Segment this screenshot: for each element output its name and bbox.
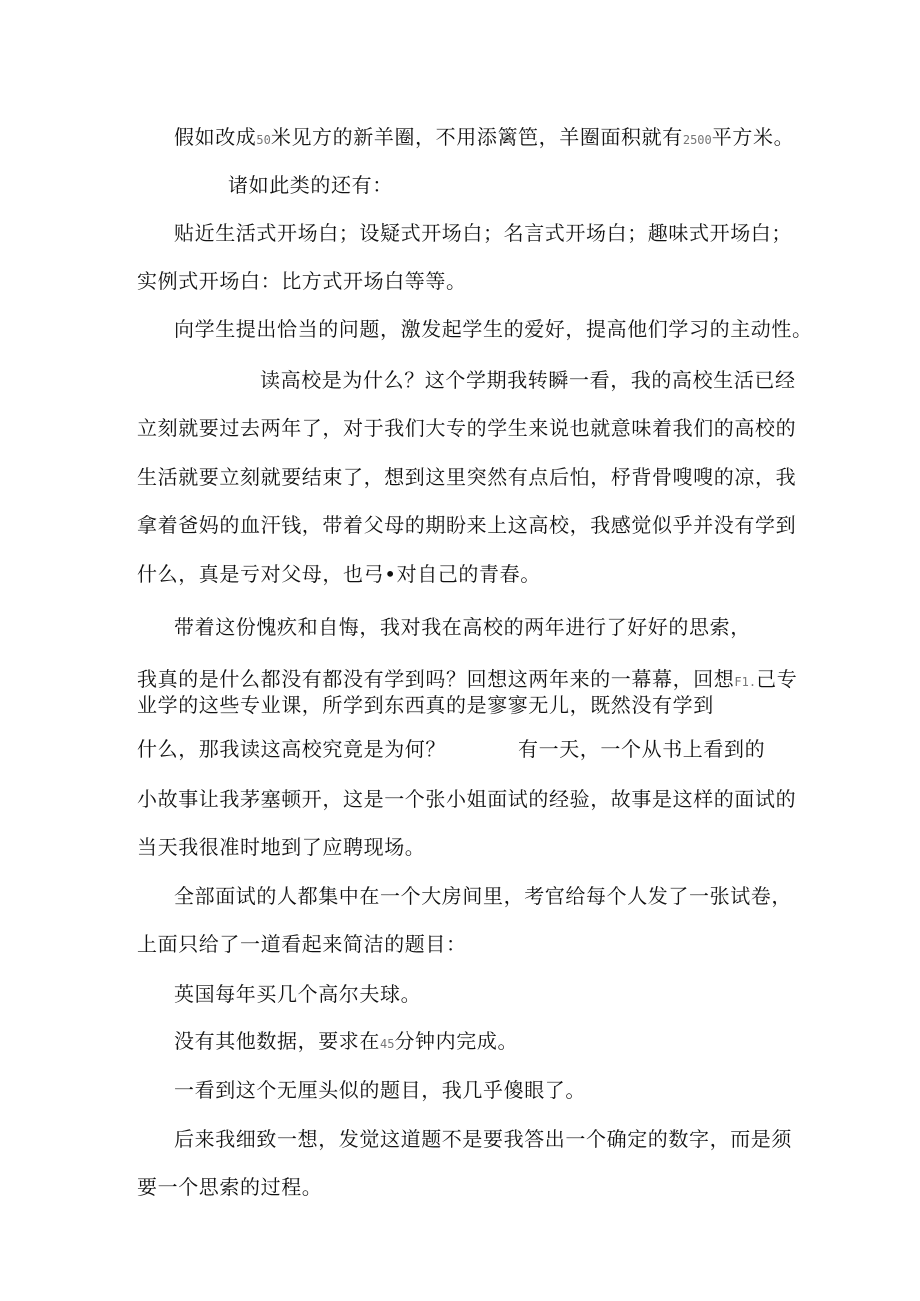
paragraph-line: 上面只给了一道看起来简洁的题目： [137, 932, 467, 956]
text-run: 有一天，一个从书上看到的 [518, 737, 766, 761]
paragraph-line: 向学生提出恰当的问题，激发起学生的爱好，提高他们学习的主动性。 [174, 317, 813, 341]
paragraph-line: 带着这份愧疚和自悔，我对我在高校的两年进行了好好的思索， [174, 615, 751, 639]
paragraph-line: 读高校是为什么？这个学期我转瞬一看，我的高校生活已经 [260, 368, 796, 392]
paragraph-line [137, 735, 765, 763]
text-run: 我真的是什么都没有都没有学到吗？回想这两年来的一幕幕，回想 [137, 667, 735, 691]
paragraph-line: 英国每年买几个高尔夫球。 [174, 982, 422, 1006]
paragraph-line: 实例式开场白：比方式开场白等等。 [137, 269, 467, 293]
paragraph-line [174, 1027, 518, 1058]
paragraph-line: 要一个思索的过程。 [137, 1175, 323, 1199]
paragraph-line: 全部面试的人都集中在一个大房间里，考官给每个人发了一张试卷， [174, 884, 792, 908]
paragraph-line: 贴近生活式开场白；设疑式开场白；名言式开场白；趣味式开场白； [174, 221, 792, 245]
number-run: 50 [256, 133, 271, 147]
paragraph-line: 拿着爸妈的血汗钱，带着父母的期盼来上这高校，我感觉似乎并没有学到 [137, 513, 797, 537]
text-run: 分钟内完成。 [394, 1029, 519, 1053]
number-run: F1. [734, 675, 757, 689]
paragraph-line [174, 123, 794, 154]
paragraph-line: 业学的这些专业课，所学到东西真的是寥寥无儿，既然没有学到 [137, 693, 714, 717]
number-run: 45 [380, 1037, 395, 1051]
paragraph-line: 小故事让我茅塞顿开，这是一个张小姐面试的经验，故事是这样的面试的 [137, 787, 797, 811]
text-run: 米见方的新羊圈，不用添篱笆，羊圈面积就有 [270, 125, 683, 149]
paragraph-line: 一看到这个无厘头似的题目，我几乎傻眼了。 [174, 1078, 586, 1102]
paragraph-line: 当天我很准时地到了应聘现场。 [137, 835, 426, 859]
paragraph-line: 诸如此类的还有： [228, 173, 393, 197]
paragraph-line: 什么，真是亏对父母，也弓•对自己的青春。 [137, 562, 541, 586]
paragraph-line: 生活就要立刻就要结束了，想到这里突然有点后怕，杼背骨嗖嗖的凉，我 [137, 465, 797, 489]
text-run: 什么，那我读这高校究竟是为何？ [137, 737, 446, 761]
text-run: 没有其他数据，要求在 [174, 1029, 380, 1053]
text-run: 己专 [756, 667, 798, 691]
paragraph-line: 后来我细致一想，发觉这道题不是要我答出一个确定的数字，而是须 [174, 1127, 792, 1151]
text-run: 假如改成 [174, 125, 257, 149]
number-run: 2500 [682, 133, 712, 147]
text-run: 平方米。 [711, 125, 795, 149]
paragraph-line: 立刻就要过去两年了，对于我们大专的学生来说也就意味着我们的高校的 [137, 416, 797, 440]
